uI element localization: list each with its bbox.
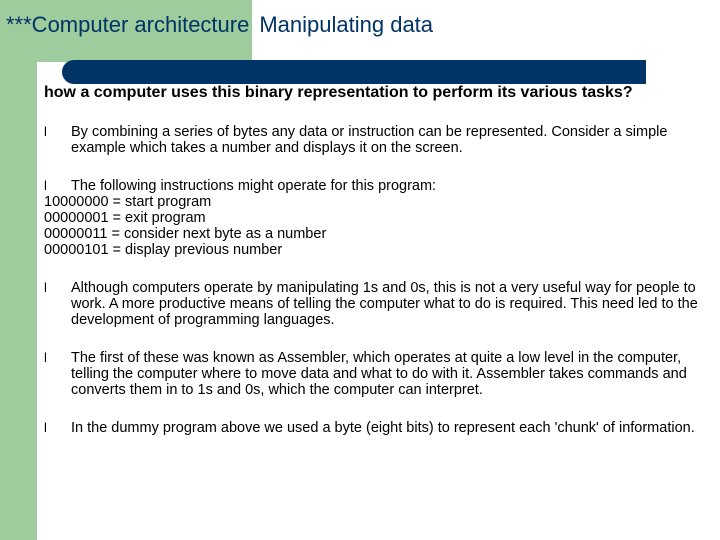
bullet-paragraph <box>44 420 716 436</box>
paragraph-text: Although computers operate by manipulating 1s and 0s, this is not a very useful way for people to work. A more productive means of telling the computer what to do is required. This need led to the development of programming languages. <box>71 280 698 328</box>
paragraph-text: In the dummy program above we used a byte (eight bits) to represent each 'chunk' of information. <box>71 420 695 436</box>
slide-subtitle: how a computer uses this binary representation to perform its various tasks? <box>44 84 633 101</box>
title-sub: Manipulating data <box>259 12 434 37</box>
left-accent-strip <box>0 0 37 540</box>
instruction-list <box>44 178 716 258</box>
title-main: ***Computer architecture <box>6 12 250 37</box>
instruction-line: 10000000 = start program <box>44 194 212 210</box>
bullet-icon: l <box>44 280 47 295</box>
paragraph-text: The first of these was known as Assembler, which operates at quite a low level in the computer, telling the computer where to move data and what to do with it. Assembler takes commands and converts them in to 1s and 0s, which the computer can interpret. <box>71 350 687 398</box>
bullet-paragraph <box>44 350 716 398</box>
instruction-intro <box>44 178 716 194</box>
bullet-icon: l <box>44 124 47 139</box>
slide-body <box>44 124 716 436</box>
bullet-icon: l <box>44 178 47 193</box>
bullet-paragraph <box>44 280 716 328</box>
instruction-intro-text: The following instructions might operate for this program: <box>71 178 437 194</box>
bullet-paragraph <box>44 124 716 156</box>
slide-title <box>6 12 433 38</box>
paragraph-text: By combining a series of bytes any data or instruction can be represented. Consider a simple example which takes a number and displays it on the screen. <box>71 124 668 156</box>
header-bar <box>62 60 646 84</box>
bullet-icon: l <box>44 420 47 435</box>
instruction-line: 00000101 = display previous number <box>44 242 283 258</box>
instruction-line: 00000011 = consider next byte as a number <box>44 226 327 242</box>
instruction-line: 00000001 = exit program <box>44 210 206 226</box>
bullet-icon: l <box>44 350 47 365</box>
